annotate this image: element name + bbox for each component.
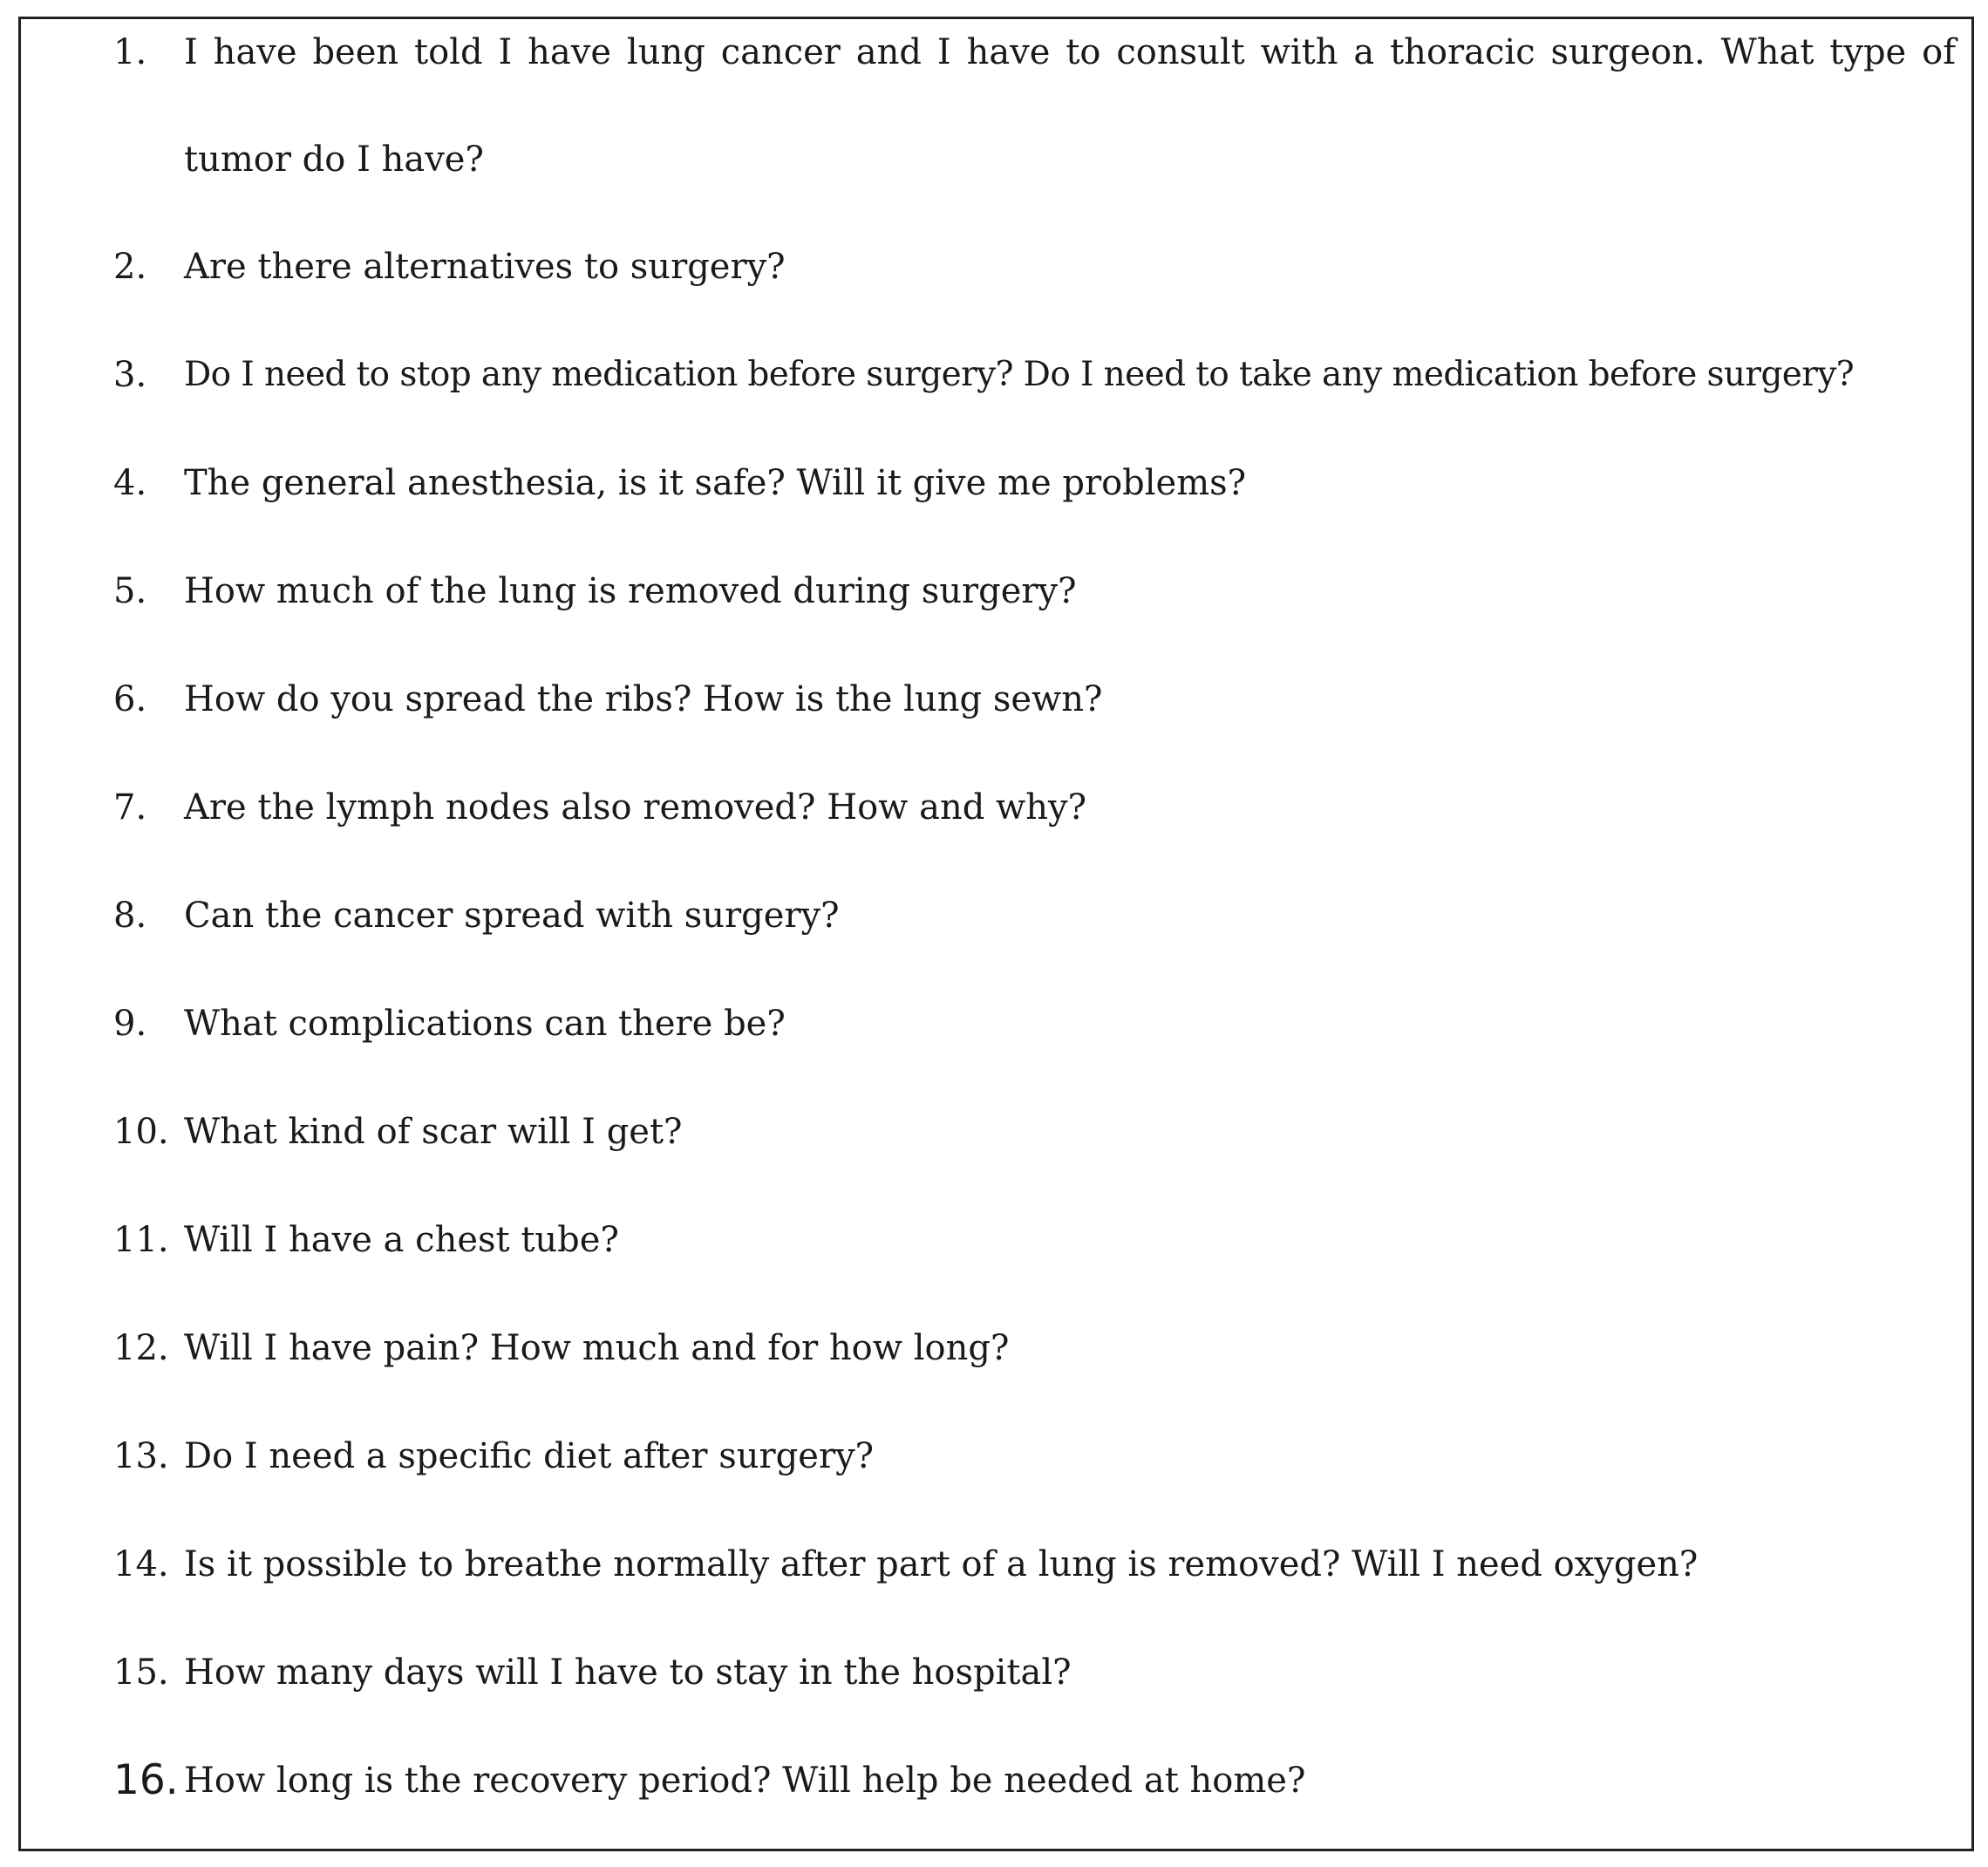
question-text: Will I have pain? How much and for how long? [184, 1328, 1010, 1368]
question-text: What kind of scar will I get? [184, 1112, 683, 1152]
question-number: 8. [113, 896, 147, 936]
question-number: 3. [113, 355, 147, 395]
question-number: 11. [113, 1220, 169, 1260]
question-number: 15. [113, 1652, 169, 1693]
question-number: 9. [113, 1004, 147, 1044]
question-number: 13. [113, 1436, 169, 1476]
question-number: 12. [113, 1328, 169, 1368]
question-list-box [18, 17, 1974, 1851]
question-text: The general anesthesia, is it safe? Will it give me problems? [184, 463, 1247, 503]
question-text: Do I need a specific diet after surgery? [184, 1436, 875, 1476]
question-text: How do you spread the ribs? How is the lung sewn? [184, 679, 1103, 719]
question-text: Will I have a chest tube? [184, 1220, 619, 1260]
question-number: 2. [113, 247, 147, 287]
question-text: Are there alternatives to surgery? [184, 247, 786, 287]
question-text: Do I need to stop any medication before surgery? Do I need to take any medication before surgery? [184, 355, 1855, 394]
question-number: 10. [113, 1112, 169, 1152]
question-text: Are the lymph nodes also removed? How and why? [184, 787, 1087, 828]
question-text: I have been told I have lung cancer and I have to consult with a thoracic surgeon. What type of tumor do I have? [184, 32, 1956, 180]
question-number: 1. [113, 32, 147, 72]
question-number: 7. [113, 787, 147, 828]
question-text: How long is the recovery period? Will help be needed at home? [184, 1761, 1306, 1801]
question-text: How much of the lung is removed during surgery? [184, 571, 1077, 611]
question-number: 5. [113, 571, 147, 611]
question-text: How many days will I have to stay in the hospital? [184, 1652, 1072, 1693]
question-text: Can the cancer spread with surgery? [184, 896, 840, 936]
question-number: 16. [113, 1756, 179, 1804]
question-text: Is it possible to breathe normally after part of a lung is removed? Will I need oxygen? [184, 1544, 1699, 1584]
question-number: 6. [113, 679, 147, 719]
question-number: 14. [113, 1544, 169, 1584]
question-number: 4. [113, 463, 147, 503]
question-text: What complications can there be? [184, 1004, 786, 1044]
